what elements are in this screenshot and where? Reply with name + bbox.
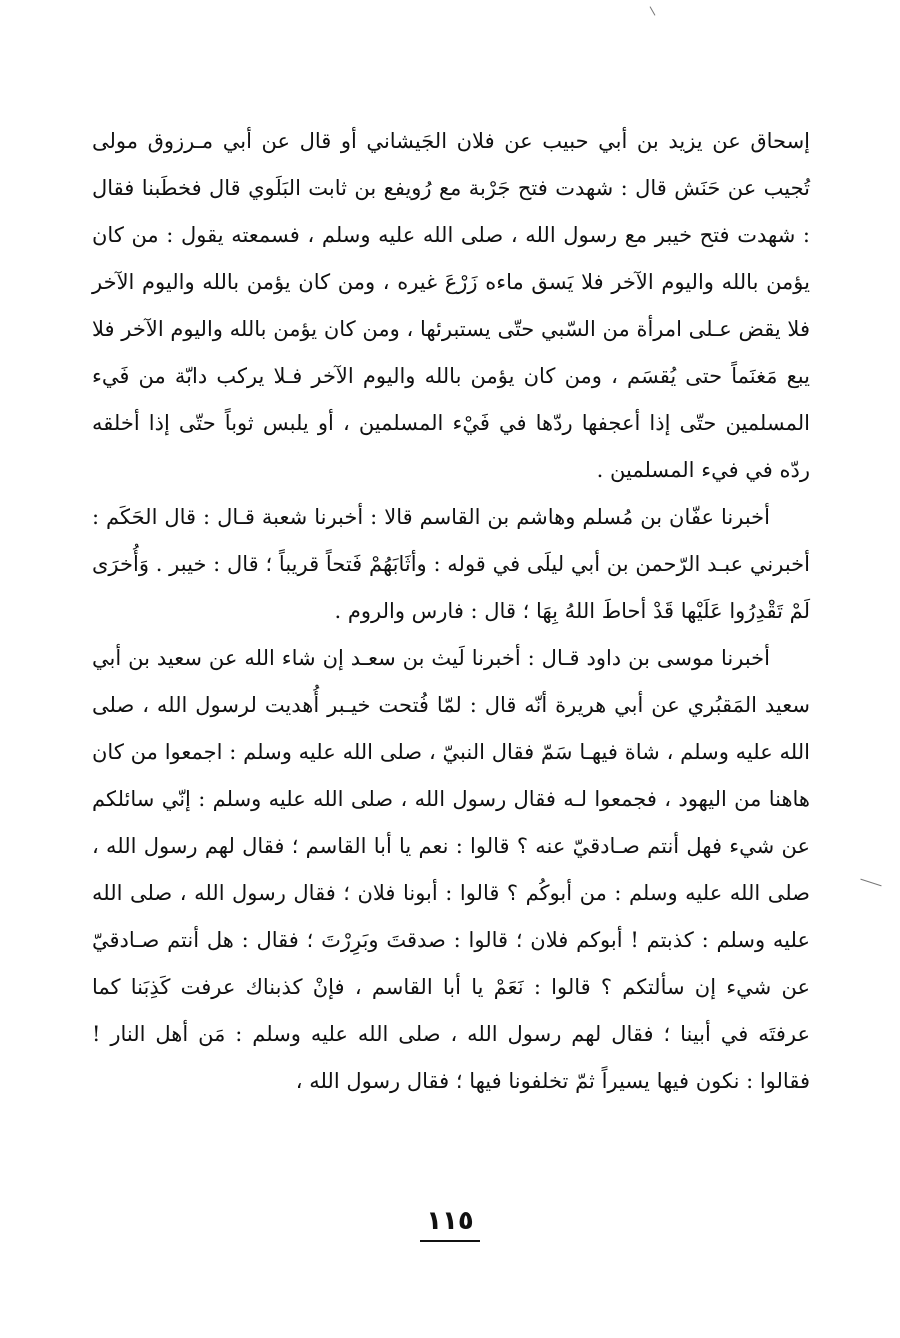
paragraph-3: أخبرنا موسى بن داود قـال : أخبرنا لَيث بن سعـد إن شاء الله عن سعيد بن أبي سعيد المَقبُري عن أبي هريرة أنّه قال : لمّا فُتحت خيـبر أُهديت لرسول الله ، صلى الله عليه وسلم ، شاة فيهـا سَمّ فقال النبيّ ، صلى الله عليه وسلم : اجمعوا من كان هاهنا من اليهود ، فجمعوا لـه فقال رسول الله ، صلى الله عليه وسلم : إنّي سائلكم عن شيء فهل أنتم صـادقيّ عنه ؟ قالوا : نعم يا أبا القاسم ؛ فقال لهم رسول الله ، صلى الله عليه وسلم : من أبوكُم ؟ قالوا : أبونا فلان ؛ فقال رسول الله ، صلى الله عليه وسلم : كذبتم ! أبوكم فلان ؛ قالوا : صدقتَ وبَرِرْتَ ؛ فقال : هل أنتم صـادقيّ عن شيء إن سألتكم ؟ قالوا : نَعَمْ يا أبا القاسم ، فإنْ كذبناك عرفت كَذِبَنا كما عرفتَه في أبينا ؛ فقال لهم رسول الله ، صلى الله عليه وسلم : مَن أهل النار ! فقالوا : نكون فيها يسيراً ثمّ تخلفونا فيها ؛ فقال رسول الله ، — [92, 646, 810, 1093]
page-number — [0, 1204, 900, 1242]
paragraph-2: أخبرنا عفّان بن مُسلم وهاشم بن القاسم قالا : أخبرنا شعبة قـال : قال الحَكَم : أخبرني عبـد الرّحمن بن أبي ليلَى في قوله : وأثَابَهُمْ فَتحاً قريباً ؛ قال : خيبر . وَأُخرَى لَمْ تَقْدِرُوا عَلَيْها قَدْ أحاطَ اللهُ بِهَا ؛ قال : فارس والروم . — [92, 505, 810, 623]
scan-speck — [650, 6, 656, 15]
page-number-text: ١١٥ — [420, 1204, 480, 1242]
paragraph-1: إسحاق عن يزيد بن أبي حبيب عن فلان الجَيشاني أو قال عن أبي مـرزوق مولى تُجيب عن حَنَش قال : شهدت فتح جَرْبة مع رُويفع بن ثابت البَلَوي قال فخطَبنا فقال : شهدت فتح خيبر مع رسول الله ، صلى الله عليه وسلم ، فسمعته يقول : من كان يؤمن بالله واليوم الآخر فلا يَسق ماءه زَرْعَ غيره ، ومن كان يؤمن بالله واليوم الآخر فلا يقض عـلى امرأة من السّبي حتّى يستبرئها ، ومن كان يؤمن بالله واليوم الآخر فلا يبع مَغنَماً حتى يُقسَم ، ومن كان يؤمن بالله واليوم الآخر فـلا يركب دابّة من فَيء المسلمين حتّى إذا أعجفها ردّها في فَيْء المسلمين ، أو يلبس ثوباً حتّى إذا أخلقه ردّه في فيء المسلمين . — [92, 129, 810, 482]
main-text — [92, 118, 810, 1105]
scan-speck — [860, 879, 881, 887]
